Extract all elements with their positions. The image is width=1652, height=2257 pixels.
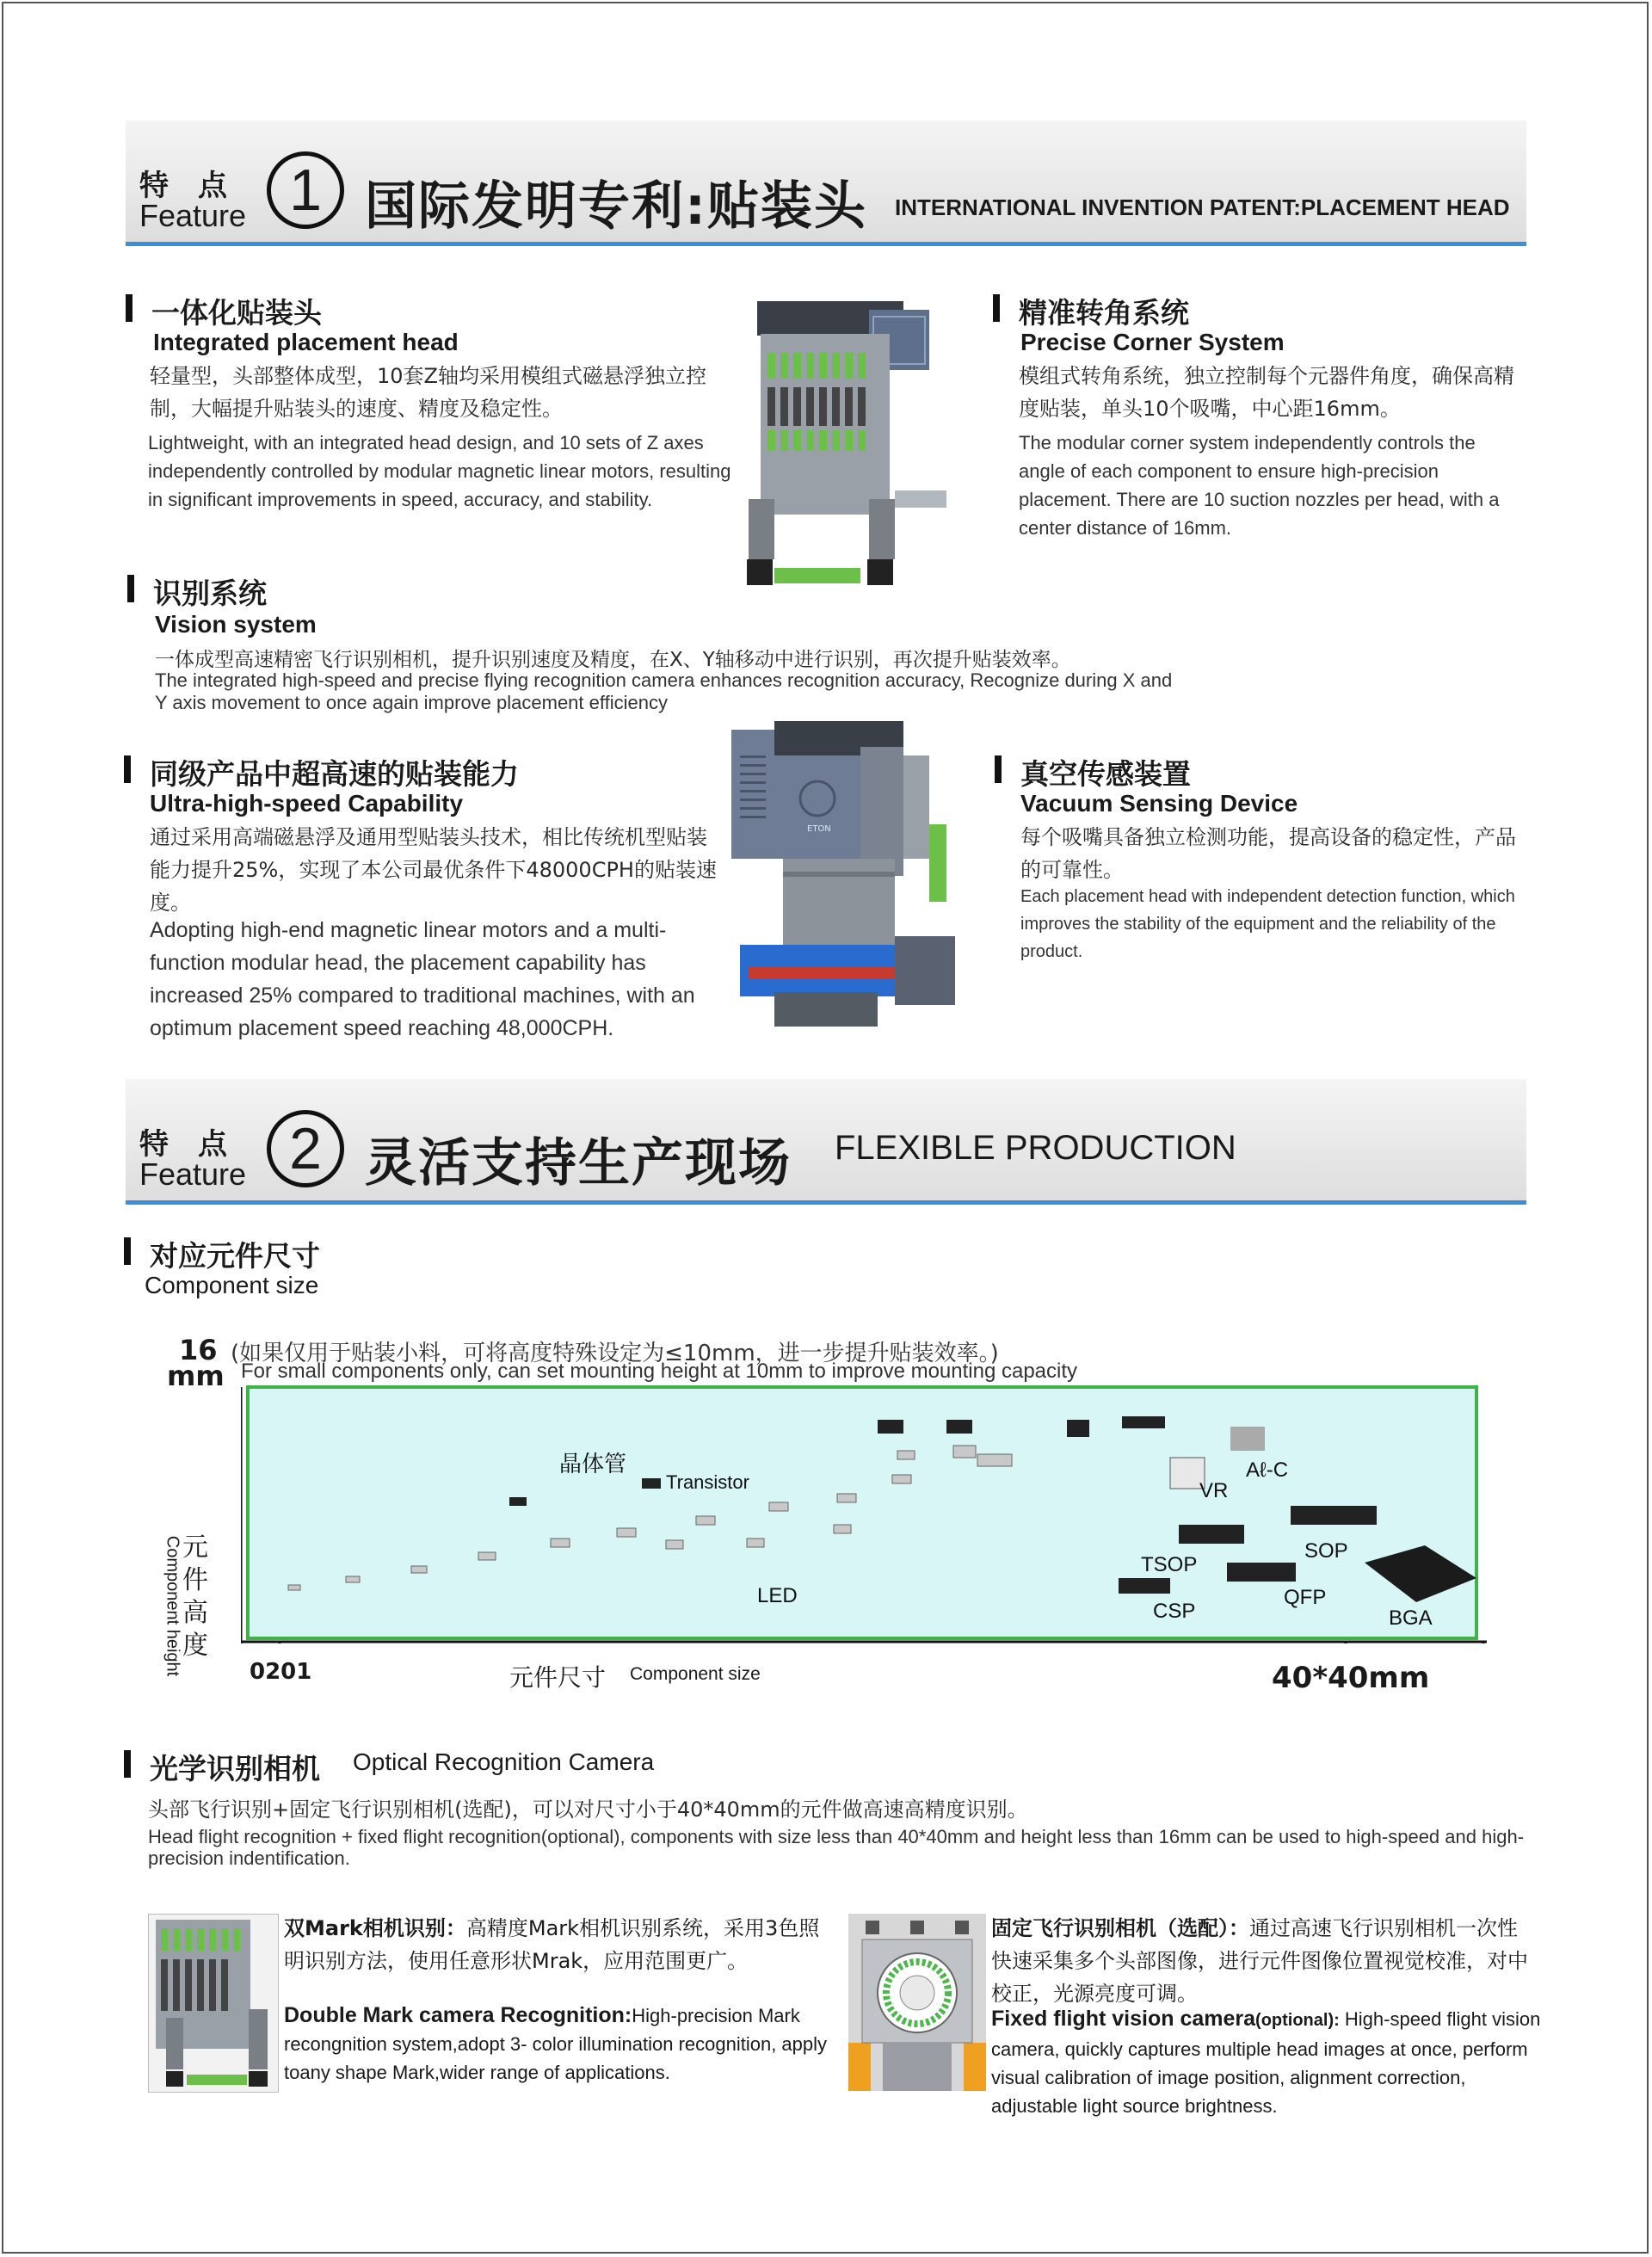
corner-title-zh: 精准转角系统 <box>1019 291 1189 331</box>
double-mark-camera-image <box>148 1914 279 2093</box>
banner-rule <box>126 242 1526 246</box>
speed-text-zh: 通过采用高端磁悬浮及通用型贴装头技术，相比传统机型贴装能力提升25%，实现了本公司最优条件下48000CPH的贴装速度。 <box>150 825 717 915</box>
x-axis-label-zh: 元件尺寸 <box>509 1663 607 1692</box>
fixed-camera-text-en: Fixed flight vision camera(optional): High-speed flight vision camera, quickly captures multiple head images at once, perform visual calibration of image position, alignment correction, adjustable light source brightness. <box>991 2007 1541 2117</box>
svg-text:VR: VR <box>1199 1479 1229 1502</box>
component-size-diagram <box>241 1385 1487 1643</box>
banner-rule <box>126 1200 1526 1205</box>
feature-title-en: FLEXIBLE PRODUCTION <box>835 1129 1236 1167</box>
svg-text:Transistor: Transistor <box>666 1471 749 1493</box>
corner-text-zh: 模组式转角系统，独立控制每个元器件角度，确保高精度贴装，单头10个吸嘴，中心距16mm。 <box>1019 364 1514 421</box>
feature-2-banner <box>126 1079 1526 1205</box>
svg-text:SOP: SOP <box>1304 1539 1348 1563</box>
fixed-camera-text-zh: 固定飞行识别相机（选配）：通过高速飞行识别相机一次性快速采集多个头部图像，进行元件图像位置视觉校准，对中校正，光源亮度可调。 <box>991 1916 1528 2006</box>
height-unit: mm <box>167 1360 225 1392</box>
vision-title-zh: 识别系统 <box>153 571 267 612</box>
camera-title-en: Optical Recognition Camera <box>353 1748 655 1775</box>
vision-text-zh: 一体成型高速精密飞行识别相机，提升识别速度及精度，在X、Y轴移动中进行识别，再次提升贴装效率。 <box>155 649 1071 671</box>
double-mark-text-en: Double Mark camera Recognition:High-precision Mark recongnition system,adopt 3- color illumination recognition, apply toany shape Mark,wider range of applications. <box>284 2003 828 2083</box>
component-size-title-zh: 对应元件尺寸 <box>150 1234 320 1274</box>
vacuum-title-zh: 真空传感装置 <box>1020 752 1191 792</box>
svg-text:BGA: BGA <box>1389 1606 1433 1630</box>
component-size-title-en: Component size <box>145 1272 319 1298</box>
feature-label-en: Feature <box>139 198 247 233</box>
y-axis-label-zh: 元件高度 <box>182 1532 208 1661</box>
feature-title-zh: 灵活支持生产现场 <box>365 1133 792 1193</box>
height-note-zh: (如果仅用于贴装小料，可将高度特殊设定为≤10mm，进一步提升贴装效率。) <box>231 1341 999 1366</box>
feature-label-zh: 特点 <box>139 1127 256 1162</box>
vision-text-en: The integrated high-speed and precise flying recognition camera enhances recognition accuracy, Recognize during X and Y axis movement to once again improve placement efficiency <box>155 669 1173 713</box>
speed-text-en: Adopting high-end magnetic linear motors and a multi-function modular head, the placement capability has increased 25% compared to traditional machines, with an optimum placement speed reaching 48,000CPH. <box>150 918 695 1040</box>
x-axis-max: 40*40mm <box>1272 1661 1430 1695</box>
y-axis-label-en: Component height <box>163 1535 182 1677</box>
svg-text:ETON: ETON <box>807 824 831 834</box>
feature-number: 1 <box>267 151 344 229</box>
integrated-text-zh: 轻量型，头部整体成型，10套Z轴均采用模组式磁悬浮独立控制，大幅提升贴装头的速度、精度及稳定性。 <box>150 364 706 421</box>
svg-text:晶体管: 晶体管 <box>559 1452 627 1477</box>
vacuum-text-en: Each placement head with independent detection function, which improves the stability of the equipment and the reliability of the product. <box>1020 887 1515 961</box>
vision-title-en: Vision system <box>155 611 317 638</box>
camera-text-en: Head flight recognition + fixed flight recognition(optional), components with size less than 40*40mm and height less than 16mm can be used to high-speed and high-precision indentification. <box>148 1826 1525 1869</box>
integrated-text-en: Lightweight, with an integrated head design, and 10 sets of Z axes independently controlled by modular magnetic linear motors, resulting in significant improvements in speed, accuracy, and stability. <box>148 432 731 510</box>
feature-1-banner <box>126 120 1526 246</box>
corner-text-en: The modular corner system independently controls the angle of each component to ensure high-precision placement. There are 10 suction nozzles per head, with a center distance of 16mm. <box>1019 432 1500 539</box>
height-note-en: For small components only, can set mounting height at 10mm to improve mounting capacity <box>241 1360 1078 1383</box>
feature-title-zh: 国际发明专利:贴装头 <box>365 176 867 237</box>
vacuum-title-en: Vacuum Sensing Device <box>1020 790 1298 817</box>
svg-text:TSOP: TSOP <box>1141 1553 1198 1576</box>
feature-label-zh: 特点 <box>139 169 256 203</box>
placement-machine-image <box>723 721 972 1035</box>
feature-number: 2 <box>267 1110 344 1187</box>
x-axis-label-en: Component size <box>630 1664 761 1684</box>
svg-text:Aℓ-C: Aℓ-C <box>1246 1458 1289 1482</box>
camera-title-zh: 光学识别相机 <box>150 1747 320 1787</box>
integrated-title-en: Integrated placement head <box>153 329 459 355</box>
integrated-title-zh: 一体化贴装头 <box>151 291 322 331</box>
speed-title-en: Ultra-high-speed Capability <box>150 790 464 817</box>
x-axis-min: 0201 <box>250 1659 312 1685</box>
height-value: 16 <box>179 1334 218 1366</box>
vacuum-text-zh: 每个吸嘴具备独立检测功能，提高设备的稳定性，产品的可靠性。 <box>1020 825 1516 882</box>
svg-text:LED: LED <box>757 1584 798 1607</box>
double-mark-text-zh: 双Mark相机识别：高精度Mark相机识别系统，采用3色照明识别方法，使用任意形状Mrak，应用范围更广。 <box>284 1916 820 1973</box>
camera-text-zh: 头部飞行识别+固定飞行识别相机(选配)，可以对尺寸小于40*40mm的元件做高速高精度识别。 <box>148 1798 1028 1822</box>
speed-title-zh: 同级产品中超高速的贴装能力 <box>150 752 519 792</box>
svg-text:QFP: QFP <box>1284 1586 1327 1609</box>
feature-title-en: INTERNATIONAL INVENTION PATENT:PLACEMENT HEAD <box>895 194 1510 220</box>
placement-head-image <box>740 293 955 604</box>
fixed-flight-camera-image <box>848 1914 986 2091</box>
svg-text:CSP: CSP <box>1153 1600 1196 1623</box>
corner-title-en: Precise Corner System <box>1020 329 1285 355</box>
feature-label-en: Feature <box>139 1156 247 1192</box>
